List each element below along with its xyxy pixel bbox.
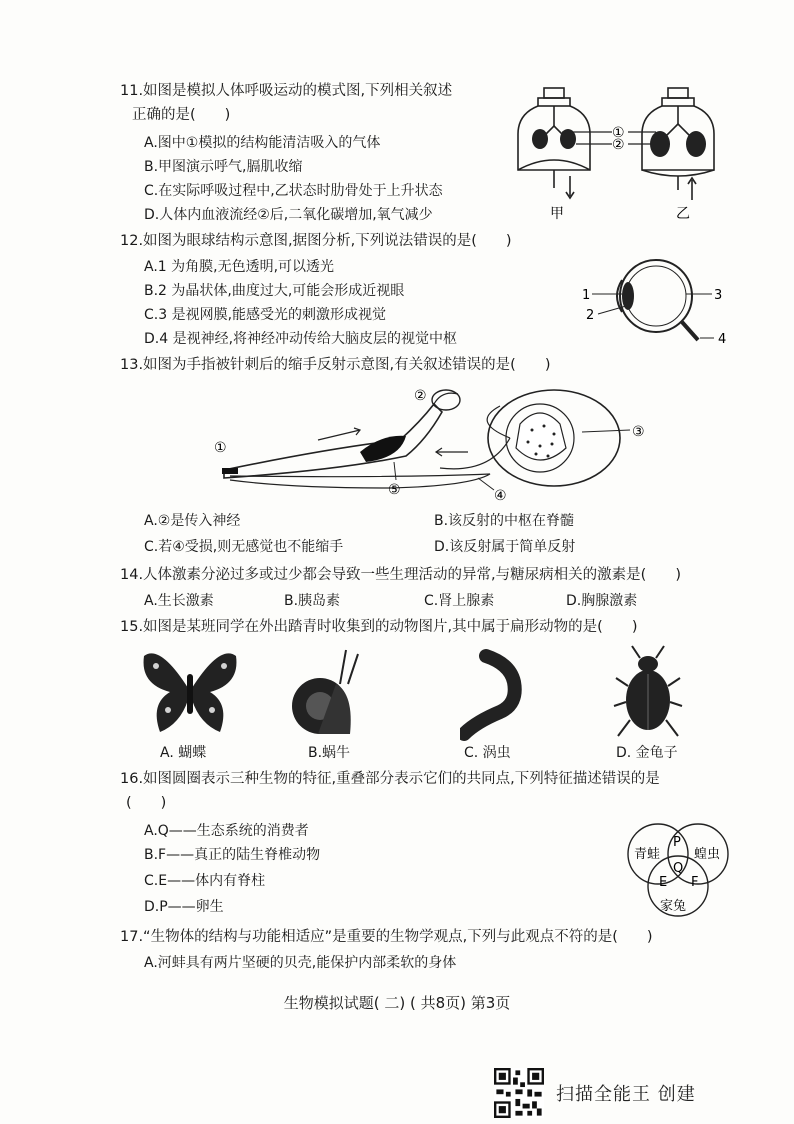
q11-option-d: D.人体内血液流经②后,二氧化碳增加,氧气减少 bbox=[144, 207, 433, 223]
label-yi: 乙 bbox=[676, 206, 690, 222]
q17-stem: 17.“生物体的结构与功能相适应”是重要的生物学观点,下列与此观点不符的是( ) bbox=[120, 929, 653, 945]
q15-option-c: C. 涡虫 bbox=[464, 745, 511, 761]
scanner-watermark: 扫描全能王 创建 bbox=[556, 1084, 696, 1105]
reflex-label-5: ⑤ bbox=[388, 482, 401, 498]
q15-option-b: B.蜗牛 bbox=[308, 745, 351, 761]
q12-stem: 12.如图为眼球结构示意图,据图分析,下列说法错误的是( ) bbox=[120, 233, 512, 249]
q11-stem-cont: 正确的是( ) bbox=[132, 107, 231, 123]
q11-option-c: C.在实际呼吸过程中,乙状态时肋骨处于上升状态 bbox=[144, 183, 443, 199]
q14-option-b: B.胰岛素 bbox=[284, 593, 341, 609]
q13-option-b: B.该反射的中枢在脊髓 bbox=[434, 513, 575, 529]
q12-option-d: D.4 是视神经,将神经冲动传给大脑皮层的视觉中枢 bbox=[144, 331, 458, 347]
eye-label-2: 2 bbox=[586, 308, 595, 323]
q12-option-a: A.1 为角膜,无色透明,可以透光 bbox=[144, 259, 335, 275]
q15-option-d: D. 金龟子 bbox=[616, 745, 678, 761]
q17-option-a: A.河蚌具有两片坚硬的贝壳,能保护内部柔软的身体 bbox=[144, 955, 457, 971]
venn-e: E bbox=[659, 875, 668, 890]
venn-q: Q bbox=[673, 861, 684, 876]
butterfly-image bbox=[140, 644, 240, 740]
venn-diagram bbox=[622, 820, 734, 924]
venn-f: F bbox=[691, 875, 699, 890]
q11-option-a: A.图中①模拟的结构能清洁吸入的气体 bbox=[144, 135, 381, 151]
eye-label-3: 3 bbox=[714, 288, 723, 303]
q16-option-b: B.F——真正的陆生脊椎动物 bbox=[144, 847, 321, 863]
q13-option-d: D.该反射属于简单反射 bbox=[434, 539, 576, 555]
q11-stem: 11.如图是模拟人体呼吸运动的模式图,下列相关叙述 bbox=[120, 83, 453, 99]
snail-image bbox=[288, 644, 368, 740]
q16-stem: 16.如图圆圈表示三种生物的特征,重叠部分表示它们的共同点,下列特征描述错误的是 bbox=[120, 771, 660, 787]
eye-label-4: 4 bbox=[718, 332, 727, 347]
q14-option-d: D.胸腺激素 bbox=[566, 593, 638, 609]
reflex-label-3: ③ bbox=[632, 424, 645, 440]
q16-stem-cont: ( ) bbox=[126, 795, 167, 811]
venn-frog: 青蛙 bbox=[634, 847, 661, 862]
qr-code-icon bbox=[494, 1068, 544, 1118]
q15-stem: 15.如图是某班同学在外出踏青时收集到的动物图片,其中属于扁形动物的是( ) bbox=[120, 619, 638, 635]
beetle-image bbox=[612, 644, 684, 744]
reflex-label-4: ④ bbox=[494, 488, 507, 504]
reflex-label-1: ① bbox=[214, 440, 227, 456]
q14-stem: 14.人体激素分泌过多或过少都会导致一些生理活动的异常,与糖尿病相关的激素是( ) bbox=[120, 567, 681, 583]
venn-locust: 蝗虫 bbox=[694, 847, 721, 862]
q14-option-a: A.生长激素 bbox=[144, 593, 214, 609]
q16-option-d: D.P——卵生 bbox=[144, 899, 224, 915]
eyeball-figure bbox=[582, 256, 732, 348]
q11-option-b: B.甲图演示呼气,膈肌收缩 bbox=[144, 159, 303, 175]
q14-option-c: C.肾上腺素 bbox=[424, 593, 495, 609]
q12-option-c: C.3 是视网膜,能感受光的刺激形成视觉 bbox=[144, 307, 387, 323]
q13-option-c: C.若④受损,则无感觉也不能缩手 bbox=[144, 539, 344, 555]
breathing-model-figure bbox=[508, 84, 724, 224]
q13-stem: 13.如图为手指被针刺后的缩手反射示意图,有关叙述错误的是( ) bbox=[120, 357, 551, 373]
planarian-image bbox=[460, 648, 540, 744]
label-jia: 甲 bbox=[550, 206, 564, 222]
label-1: ① bbox=[612, 125, 625, 141]
q15-option-a: A. 蝴蝶 bbox=[160, 745, 207, 761]
reflex-label-2: ② bbox=[414, 388, 427, 404]
eye-label-1: 1 bbox=[582, 288, 591, 303]
q16-option-a: A.Q——生态系统的消费者 bbox=[144, 823, 309, 839]
q13-option-a: A.②是传入神经 bbox=[144, 513, 241, 529]
venn-rabbit: 家兔 bbox=[660, 899, 687, 914]
page-footer: 生物模拟试题( 二) ( 共8页) 第3页 bbox=[283, 994, 511, 1012]
reflex-arc-figure bbox=[210, 382, 670, 506]
label-2: ② bbox=[612, 137, 625, 153]
q12-option-b: B.2 为晶状体,曲度过大,可能会形成近视眼 bbox=[144, 283, 405, 299]
q16-option-c: C.E——体内有脊柱 bbox=[144, 873, 266, 889]
venn-p: P bbox=[673, 835, 681, 850]
